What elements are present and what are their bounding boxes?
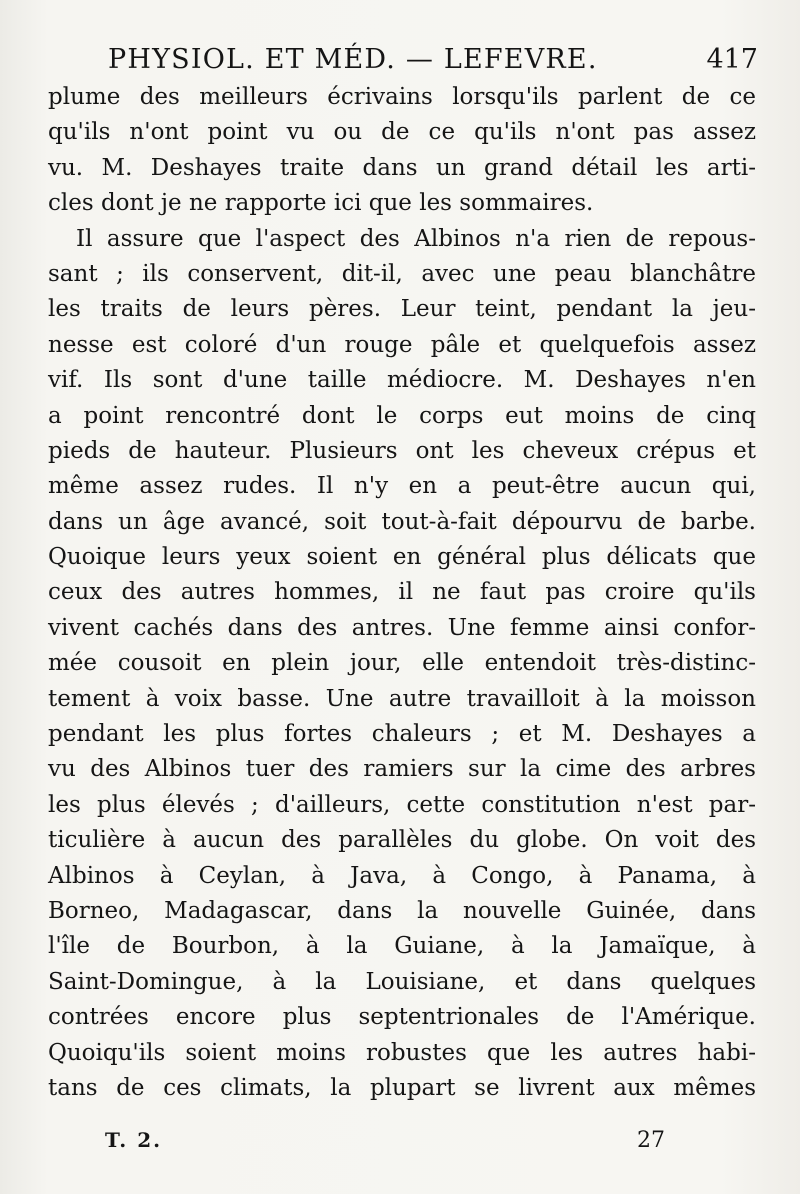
- page-number: 417: [706, 44, 758, 75]
- text-line: tement à voix basse. Une autre travailloit à la moisson: [48, 685, 756, 712]
- text-line: les plus élevés ; d'ailleurs, cette constitution n'est par-: [48, 791, 756, 818]
- text-line: Saint-Domingue, à la Louisiane, et dans quelques: [48, 968, 756, 995]
- page-header: [108, 40, 758, 80]
- text-line: plume des meilleurs écrivains lorsqu'ils parlent de ce: [48, 84, 756, 110]
- text-line: tans de ces climats, la plupart se livrent aux mêmes: [48, 1074, 756, 1101]
- folio-number: 27: [637, 1128, 665, 1153]
- text-line: Quoiqu'ils soient moins robustes que les autres habi-: [48, 1039, 756, 1066]
- text-line: l'île de Bourbon, à la Guiane, à la Jamaïque, à: [48, 933, 756, 960]
- text-line: sant ; ils conservent, dit-il, avec une peau blanchâtre: [48, 260, 756, 287]
- text-line: les traits de leurs pères. Leur teint, pendant la jeu-: [48, 296, 756, 323]
- text-line: a point rencontré dont le corps eut moins de cinq: [48, 402, 756, 429]
- text-line: même assez rudes. Il n'y en a peut-être aucun qui,: [48, 473, 756, 500]
- text-line: pendant les plus fortes chaleurs ; et M. Deshayes a: [48, 721, 756, 748]
- text-line: cles dont je ne rapporte ici que les sommaires.: [48, 190, 594, 217]
- text-line: mée cousoit en plein jour, elle entendoit très-distinc-: [48, 650, 756, 677]
- text-line: qu'ils n'ont point vu ou de ce qu'ils n'ont pas assez: [48, 119, 756, 146]
- text-line: dans un âge avancé, soit tout-à-fait dépourvu de barbe.: [48, 508, 756, 535]
- text-line: nesse est coloré d'un rouge pâle et quelquefois assez: [48, 331, 756, 358]
- text-line: Albinos à Ceylan, à Java, à Congo, à Panama, à: [48, 862, 756, 889]
- text-line: ticulière à aucun des parallèles du globe. On voit des: [48, 827, 756, 854]
- text-line: vu des Albinos tuer des ramiers sur la cime des arbres: [48, 756, 756, 783]
- running-head: PHYSIOL. ET MÉD. — LEFEVRE.: [108, 44, 598, 75]
- text-line: vif. Ils sont d'une taille médiocre. M. Deshayes n'en: [48, 367, 756, 394]
- signature-mark: T. 2.: [105, 1128, 163, 1152]
- text-line: vivent cachés dans des antres. Une femme ainsi confor-: [48, 614, 756, 641]
- text-line: ceux des autres hommes, il ne faut pas croire qu'ils: [48, 579, 756, 606]
- text-line: pieds de hauteur. Plusieurs ont les cheveux crépus et: [48, 437, 756, 464]
- text-line: vu. M. Deshayes traite dans un grand détail les arti-: [48, 154, 756, 181]
- text-line: Quoique leurs yeux soient en général plus délicats que: [48, 544, 756, 571]
- text-line: Borneo, Madagascar, dans la nouvelle Guinée, dans: [48, 897, 756, 924]
- text-line: contrées encore plus septentrionales de l'Amérique.: [48, 1004, 756, 1031]
- page-footer: [105, 1128, 665, 1162]
- body-text: [48, 80, 756, 1106]
- paragraph-start-line: Il assure que l'aspect des Albinos n'a rien de repous-: [76, 225, 756, 252]
